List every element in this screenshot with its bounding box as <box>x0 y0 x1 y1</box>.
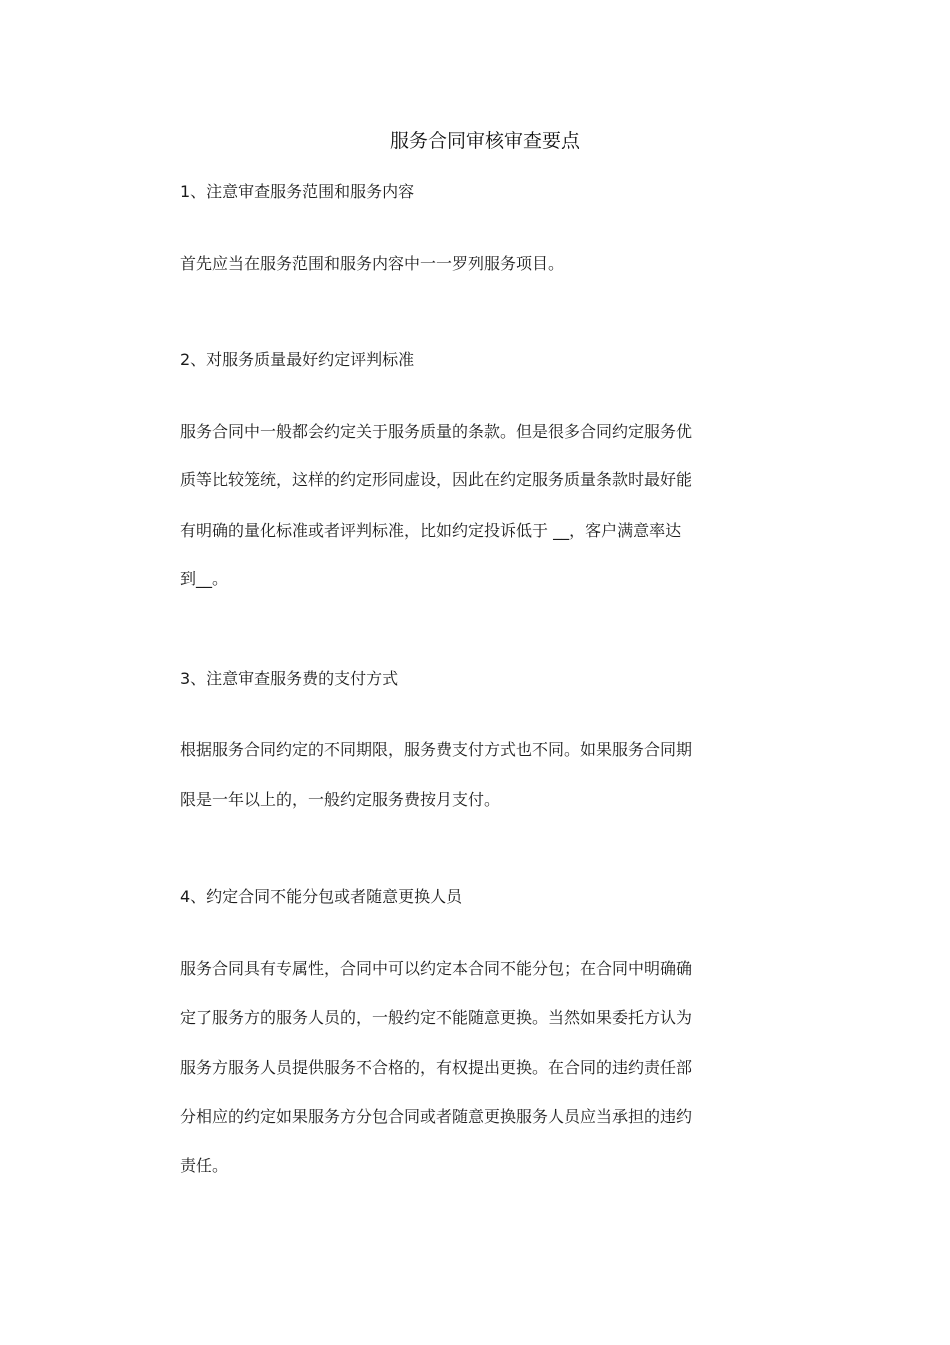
section-2-line-2: 质等比较笼统，这样的约定形同虚设，因此在约定服务质量条款时最好能 <box>180 470 693 489</box>
section-3-line-2: 限是一年以上的，一般约定服务费按月支付。 <box>180 790 501 809</box>
section-4-line-3: 服务方服务人员提供服务不合格的，有权提出更换。在合同的违约责任部 <box>180 1058 693 1077</box>
section-2-line-3: 有明确的量化标准或者评判标准，比如约定投诉低于 __，客户满意率达 <box>180 521 682 540</box>
section-4-line-4: 分相应的约定如果服务方分包合同或者随意更换服务人员应当承担的违约 <box>180 1107 693 1126</box>
section-4-line-5: 责任。 <box>180 1156 229 1175</box>
section-3-line-1: 根据服务合同约定的不同期限，服务费支付方式也不同。如果服务合同期 <box>180 740 693 759</box>
document-title: 服务合同审核审查要点 <box>389 130 580 152</box>
section-2-heading: 2、对服务质量最好约定评判标准 <box>180 350 415 369</box>
section-2-line-1: 服务合同中一般都会约定关于服务质量的条款。但是很多合同约定服务优 <box>180 422 693 441</box>
section-3-heading: 3、注意审查服务费的支付方式 <box>180 669 399 688</box>
section-4-line-2: 定了服务方的服务人员的，一般约定不能随意更换。当然如果委托方认为 <box>180 1008 693 1027</box>
section-4-heading: 4、约定合同不能分包或者随意更换人员 <box>180 887 463 906</box>
section-1-heading: 1、注意审查服务范围和服务内容 <box>180 182 415 201</box>
section-1-line-1: 首先应当在服务范围和服务内容中一一罗列服务项目。 <box>180 254 565 273</box>
section-2-line-4: 到__。 <box>180 569 229 588</box>
section-4-line-1: 服务合同具有专属性，合同中可以约定本合同不能分包；在合同中明确确 <box>180 959 693 978</box>
